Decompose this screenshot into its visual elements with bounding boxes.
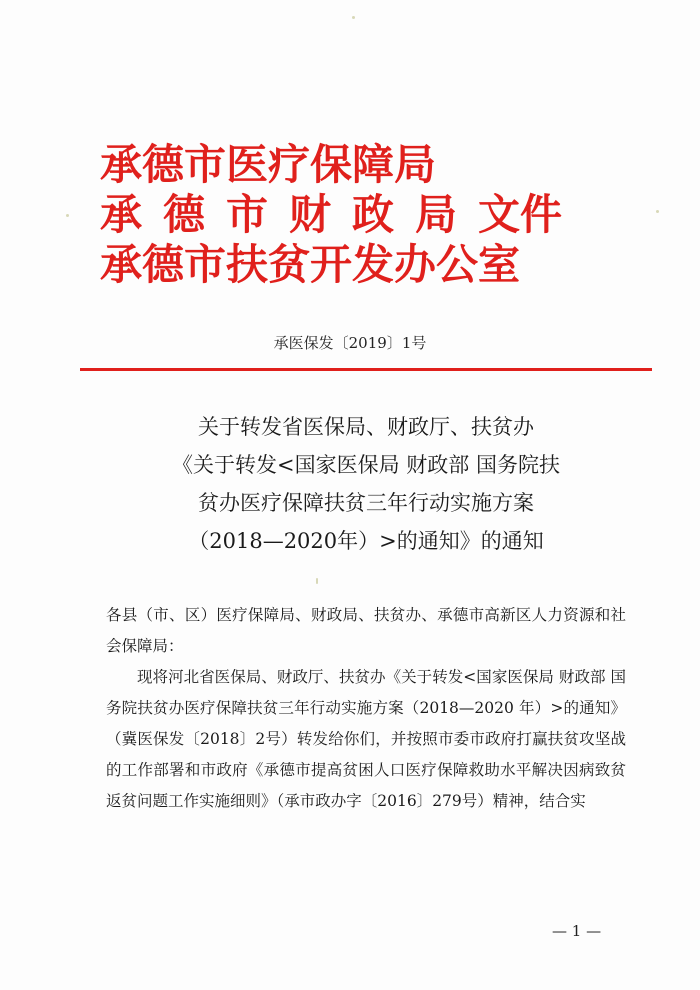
- title-line: 贫办医疗保障扶贫三年行动实施方案: [198, 491, 534, 515]
- issuer-line-medical-security-bureau: 承德市医疗保障局: [100, 140, 437, 189]
- scan-speck: [352, 16, 355, 19]
- salutation: 各县（市、区）医疗保障局、财政局、扶贫办、承德市高新区人力资源和社会保障局：: [106, 606, 626, 655]
- issuer-line-poverty-office: 承德市扶贫开发办公室: [100, 240, 521, 289]
- scan-speck: [66, 214, 69, 217]
- issuer-line-finance-bureau: [100, 190, 660, 240]
- document-title: [80, 408, 652, 560]
- issuer-header: [100, 140, 660, 290]
- title-line: （2018—2020年）>的通知》的通知: [188, 529, 544, 553]
- title-line: 《关于转发<国家医保局 财政部 国务院扶: [172, 453, 560, 477]
- issuer-finance-bureau-name: 承德市财政局: [100, 190, 479, 239]
- document-body: [106, 600, 626, 817]
- red-separator-line: [80, 368, 652, 371]
- document-suffix: 文件: [478, 190, 563, 239]
- document-number: 承医保发〔2019〕1号: [273, 334, 427, 352]
- scan-speck: [316, 578, 318, 584]
- scan-speck: [656, 210, 659, 213]
- page-number: — 1 —: [552, 922, 602, 940]
- title-line: 关于转发省医保局、财政厅、扶贫办: [198, 415, 534, 439]
- body-paragraph: 现将河北省医保局、财政厅、扶贫办《关于转发<国家医保局 财政部 国务院扶贫办医疗保障扶贫三年行动实施方案（2018—2020 年）>的通知》（冀医保发〔2018〕2号）转发给你们，并按照市委市政府打赢扶贫攻坚战的工作部署和市政府《承德市提高贫困人口医疗保障救助水平解决因病致贫返贫问题工作实施细则》（承市政办字〔2016〕279号）精神，结合实: [106, 668, 626, 810]
